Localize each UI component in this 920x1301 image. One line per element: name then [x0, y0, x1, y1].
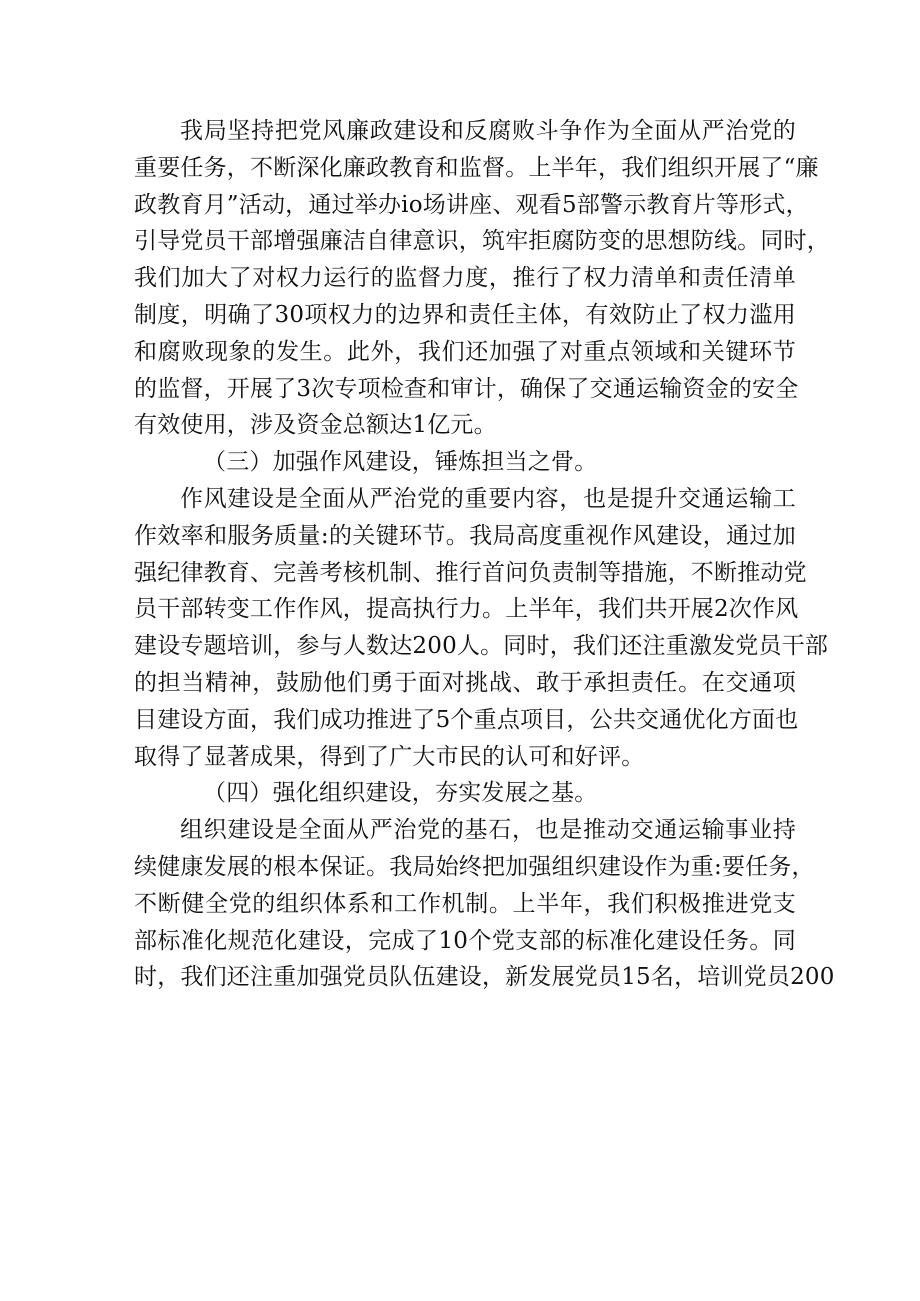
paragraph-line: 取得了显著成果，得到了广大市民的认可和好评。: [134, 743, 645, 770]
paragraph-line: 制度，明确了30项权力的边界和责任主体，有效防止了权力滥用: [134, 301, 796, 328]
paragraph-integrity: [134, 113, 830, 444]
paragraph-line: 我们加大了对权力运行的监督力度，推行了权力清单和责任清单: [134, 265, 796, 292]
paragraph-line: 作风建设是全面从严治党的重要内容，也是提升交通运输工: [180, 485, 796, 512]
document-body: [134, 113, 835, 996]
section-heading-3: [134, 444, 796, 481]
paragraph-line: 政教育月”活动，通过举办io场讲座、观看5部警示教育片等形式，: [134, 191, 809, 218]
section-heading-text: （四）强化组织建设，夯实发展之基。: [203, 780, 598, 807]
paragraph-line: 的担当精神，鼓励他们勇于面对挑战、敢于承担责任。在交通项: [134, 669, 796, 696]
paragraph-line: 目建设方面，我们成功推进了5个重点项目，公共交通优化方面也: [134, 706, 799, 733]
section-heading-text: （三）加强作风建设，锤炼担当之骨。: [203, 449, 598, 476]
paragraph-line: 有效使用，涉及资金总额达1亿元。: [134, 412, 497, 439]
paragraph-line: 引导党员干部增强廉洁自律意识，筑牢拒腐防变的思想防线。同时，: [134, 228, 830, 255]
paragraph-line: 作效率和服务质量:的关键环节。我局高度重视作风建设，通过加: [134, 522, 796, 549]
paragraph-line: 组织建设是全面从严治党的基石，也是推动交通运输事业持: [180, 817, 796, 844]
paragraph-line: 强纪律教育、完善考核机制、推行首问负责制等措施，不断推动党: [134, 559, 807, 586]
paragraph-work-style: [134, 481, 829, 775]
paragraph-line: 员干部转变工作作风，提高执行力。上半年，我们共开展2次作风: [134, 596, 799, 623]
paragraph-line: 建设专题培训，参与人数达200人。同时，我们还注重激发党员干部: [134, 633, 829, 660]
paragraph-organization: [134, 812, 835, 996]
paragraph-line: 的监督，开展了3次专项检查和审计，确保了交通运输资金的安全: [134, 375, 799, 402]
paragraph-line: 部标准化规范化建设，完成了10个党支部的标准化建设任务。同: [134, 927, 796, 954]
paragraph-line: 重要任务，不断深化廉政教育和监督。上半年，我们组织开展了“廉: [134, 154, 819, 181]
paragraph-line: 不断健全党的组织体系和工作机制。上半年，我们积极推进党支: [134, 890, 796, 917]
section-heading-4: [134, 775, 796, 812]
paragraph-line: 续健康发展的根本保证。我局始终把加强组织建设作为重:要任务，: [134, 853, 815, 880]
paragraph-line: 和腐败现象的发生。此外，我们还加强了对重点领域和关键环节: [134, 338, 796, 365]
paragraph-line: 我局坚持把党风廉政建设和反腐败斗争作为全面从严治党的: [180, 118, 796, 144]
paragraph-line: 时，我们还注重加强党员队伍建设，新发展党员15名，培训党员200: [134, 964, 835, 991]
